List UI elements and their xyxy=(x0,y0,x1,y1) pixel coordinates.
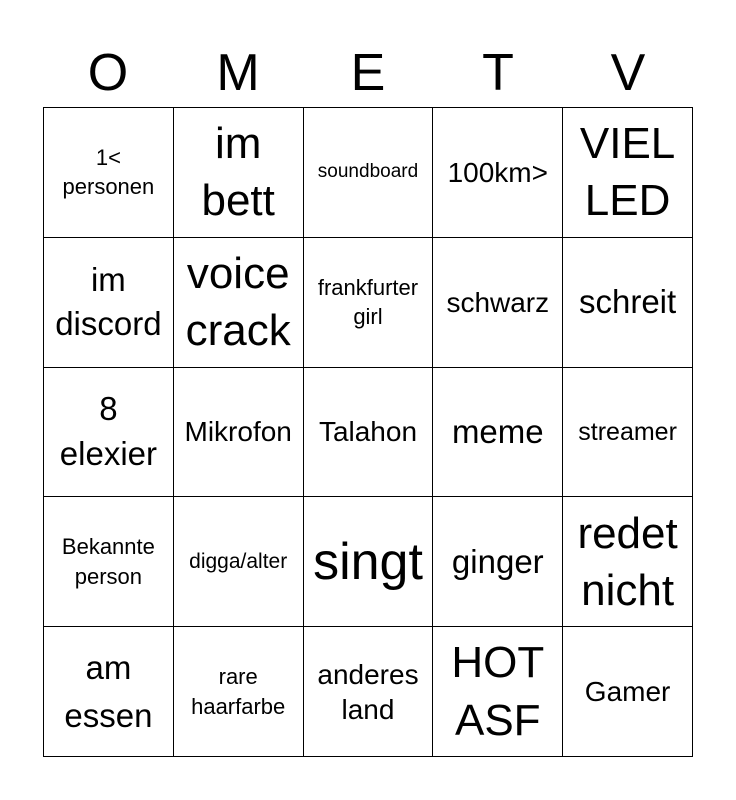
bingo-cell[interactable] xyxy=(44,368,174,498)
bingo-cell[interactable] xyxy=(304,497,434,627)
bingo-cell[interactable] xyxy=(174,368,304,498)
cell-text: schwarz xyxy=(446,286,550,318)
bingo-cell[interactable] xyxy=(44,238,174,368)
bingo-cell[interactable] xyxy=(563,627,693,757)
bingo-cell[interactable] xyxy=(44,497,174,627)
bingo-cell[interactable] xyxy=(44,627,174,757)
cell-text: frankfurter girl xyxy=(317,274,419,330)
bingo-cell[interactable] xyxy=(563,108,693,238)
header-letter-v: V xyxy=(610,44,646,102)
bingo-cell[interactable] xyxy=(174,497,304,627)
cell-text: ginger xyxy=(451,542,544,580)
cell-text: VIEL LED xyxy=(579,119,676,226)
bingo-cell[interactable] xyxy=(44,108,174,238)
cell-text: Mikrofon xyxy=(184,416,292,448)
bingo-cell[interactable] xyxy=(563,497,693,627)
bingo-cell[interactable] xyxy=(174,627,304,757)
cell-text: singt xyxy=(313,532,423,591)
cell-text: schreit xyxy=(578,282,677,320)
cell-text: im discord xyxy=(55,260,162,343)
header-letter-o: O xyxy=(87,44,129,102)
cell-text: streamer xyxy=(578,417,677,446)
bingo-grid xyxy=(43,107,693,757)
bingo-cell[interactable] xyxy=(433,108,563,238)
bingo-cell[interactable] xyxy=(304,108,434,238)
bingo-cell[interactable] xyxy=(174,108,304,238)
bingo-cell[interactable] xyxy=(433,497,563,627)
cell-text: Bekannte person xyxy=(61,534,155,589)
header-letter-e: E xyxy=(350,44,386,102)
cell-text: Talahon xyxy=(318,416,418,448)
bingo-cell[interactable] xyxy=(433,368,563,498)
cell-text: am essen xyxy=(64,648,153,734)
bingo-cell[interactable] xyxy=(433,627,563,757)
bingo-cell[interactable] xyxy=(304,627,434,757)
bingo-cell[interactable] xyxy=(304,238,434,368)
cell-text: voice crack xyxy=(185,249,291,356)
header-letter-m: M xyxy=(216,44,260,102)
cell-text: Gamer xyxy=(584,676,671,708)
header-letter-t: T xyxy=(482,44,514,102)
bingo-cell[interactable] xyxy=(174,238,304,368)
bingo-cell[interactable] xyxy=(304,368,434,498)
cell-text: 1< personen xyxy=(62,144,155,200)
cell-text: meme xyxy=(451,412,544,450)
cell-text: 100km> xyxy=(447,156,548,188)
cell-text: digga/alter xyxy=(189,549,288,573)
bingo-header xyxy=(43,40,693,106)
bingo-cell[interactable] xyxy=(433,238,563,368)
cell-text: HOT ASF xyxy=(451,638,545,745)
bingo-cell[interactable] xyxy=(563,238,693,368)
bingo-cell[interactable] xyxy=(563,368,693,498)
cell-text: soundboard xyxy=(317,161,419,183)
cell-text: redet nicht xyxy=(577,508,678,615)
cell-text: 8 elexier xyxy=(59,390,157,472)
cell-text: im bett xyxy=(201,119,275,226)
cell-text: rare haarfarbe xyxy=(191,663,286,719)
cell-text: anderes land xyxy=(317,658,419,725)
